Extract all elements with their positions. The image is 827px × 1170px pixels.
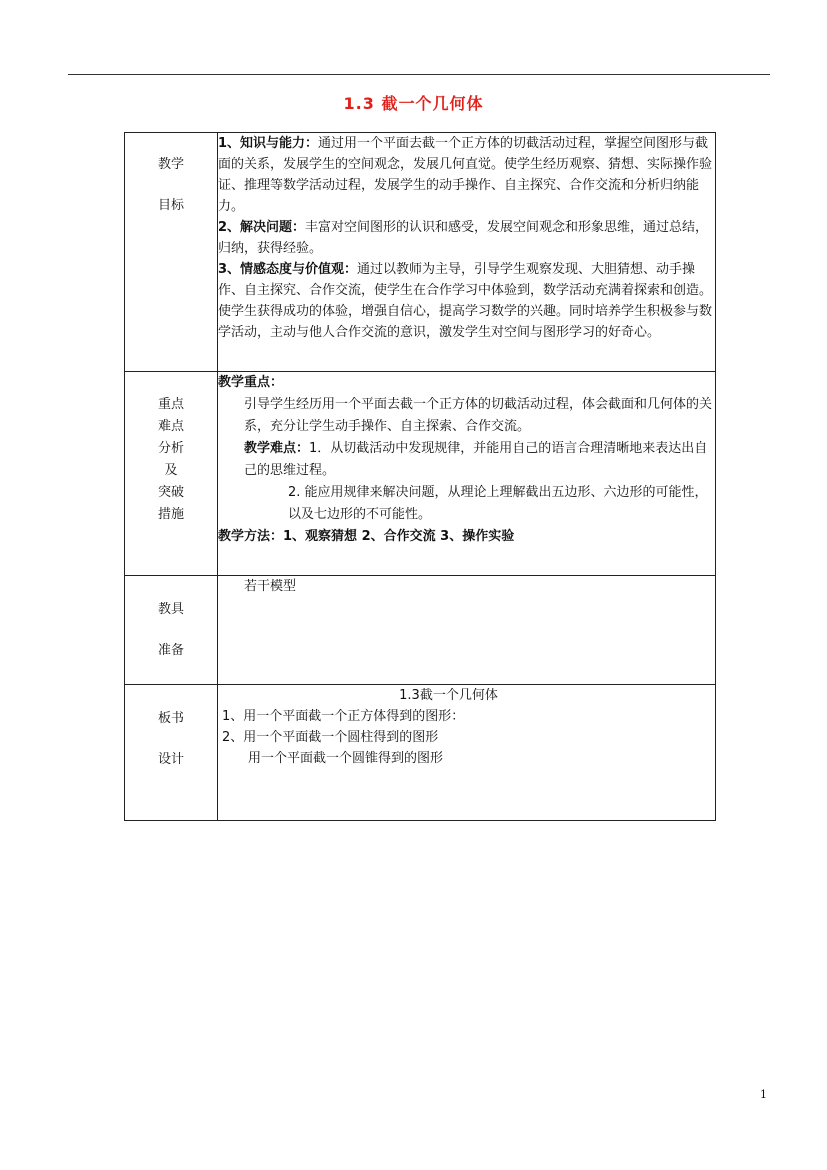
board-content [218,685,716,821]
objective-text: 丰富对空间图形的认识和感受，发展空间观念和形象思维，通过总结，归纳，获得经验。 [218,220,709,256]
board-line: 2、用一个平面截一个圆柱得到的图形 [222,730,439,745]
focus-text: 引导学生经历用一个平面去截一个正方体的切截活动过程，体会截面和几何体的关系，充分让学生动手操作、自主探索、合作交流。 [244,397,713,434]
objectives-label-line: 教学 [157,157,184,172]
table-row-objectives [125,133,716,372]
difficulty-text-2: 2. 能应用规律来解决问题，从理论上理解截出五边形、六边形的可能性，以及七边形的不可能性。 [288,485,708,522]
key-points-label-line: 重点 [157,397,184,412]
objective-head: 1、知识与能力： [218,136,319,151]
tools-label-line: 准备 [157,643,184,658]
key-points-label-line: 及 [164,463,178,478]
board-line: 1.3截一个几何体 [399,688,498,703]
header-rule [68,74,770,75]
board-label-line: 设计 [157,752,184,767]
difficulty-heading: 教学难点： [244,441,310,456]
key-points-label-line: 分析 [157,441,184,456]
tools-content [218,576,716,685]
focus-heading: 教学重点： [218,375,284,390]
board-label-line: 板书 [157,711,184,726]
board-line: 1、用一个平面截一个正方体得到的图形： [222,709,465,724]
page-number: 1 [760,1088,767,1101]
objectives-content [218,133,716,372]
objective-item [218,217,715,259]
tools-label [125,576,218,685]
table-row-board [125,685,716,821]
key-points-content [218,372,716,576]
table-row-tools [125,576,716,685]
tools-label-line: 教具 [157,602,184,617]
board-label [125,685,218,821]
method-text: 1、观察猜想 2、合作交流 3、操作实验 [283,529,515,544]
objective-item [218,259,715,343]
lesson-plan-table [124,132,716,821]
objective-head: 2、解决问题： [218,220,306,235]
difficulty-item [218,438,715,482]
key-points-label [125,372,218,576]
key-points-label-line: 突破 [157,485,184,500]
tools-text: 若干模型 [244,579,297,594]
board-line: 用一个平面截一个圆锥得到的图形 [248,751,444,766]
objective-item [218,133,715,217]
objective-head: 3、情感态度与价值观： [218,262,358,277]
difficulty-text: 1．从切截活动中发现规律，并能用自己的语言合理清晰地来表达出自己的思维过程。 [244,441,708,478]
objective-text: 通过用一个平面去截一个正方体的切截活动过程，掌握空间图形与截面的关系，发展学生的空间观念，发展几何直觉。使学生经历观察、猜想、实际操作验证、推理等数学活动过程，发展学生的动手操作、自主探究、合作交流和分析归纳能力。 [218,136,713,214]
table-row-key-points [125,372,716,576]
objectives-label-line: 目标 [157,198,184,213]
objectives-label [125,133,218,372]
method-heading: 教学方法： [218,529,284,544]
objective-text: 通过以教师为主导，引导学生观察发现、大胆猜想、动手操作、自主探究、合作交流，使学生在合作学习中体验到，数学活动充满着探索和创造。使学生获得成功的体验，增强自信心，提高学习数学的兴趣。同时培养学生积极参与数学活动，主动与他人合作交流的意识，激发学生对空间与图形学习的好奇心。 [218,262,713,340]
key-points-label-line: 难点 [157,419,184,434]
key-points-label-line: 措施 [157,507,184,522]
method-line [218,526,715,548]
page-title: 1.3 截一个几何体 [343,94,484,113]
